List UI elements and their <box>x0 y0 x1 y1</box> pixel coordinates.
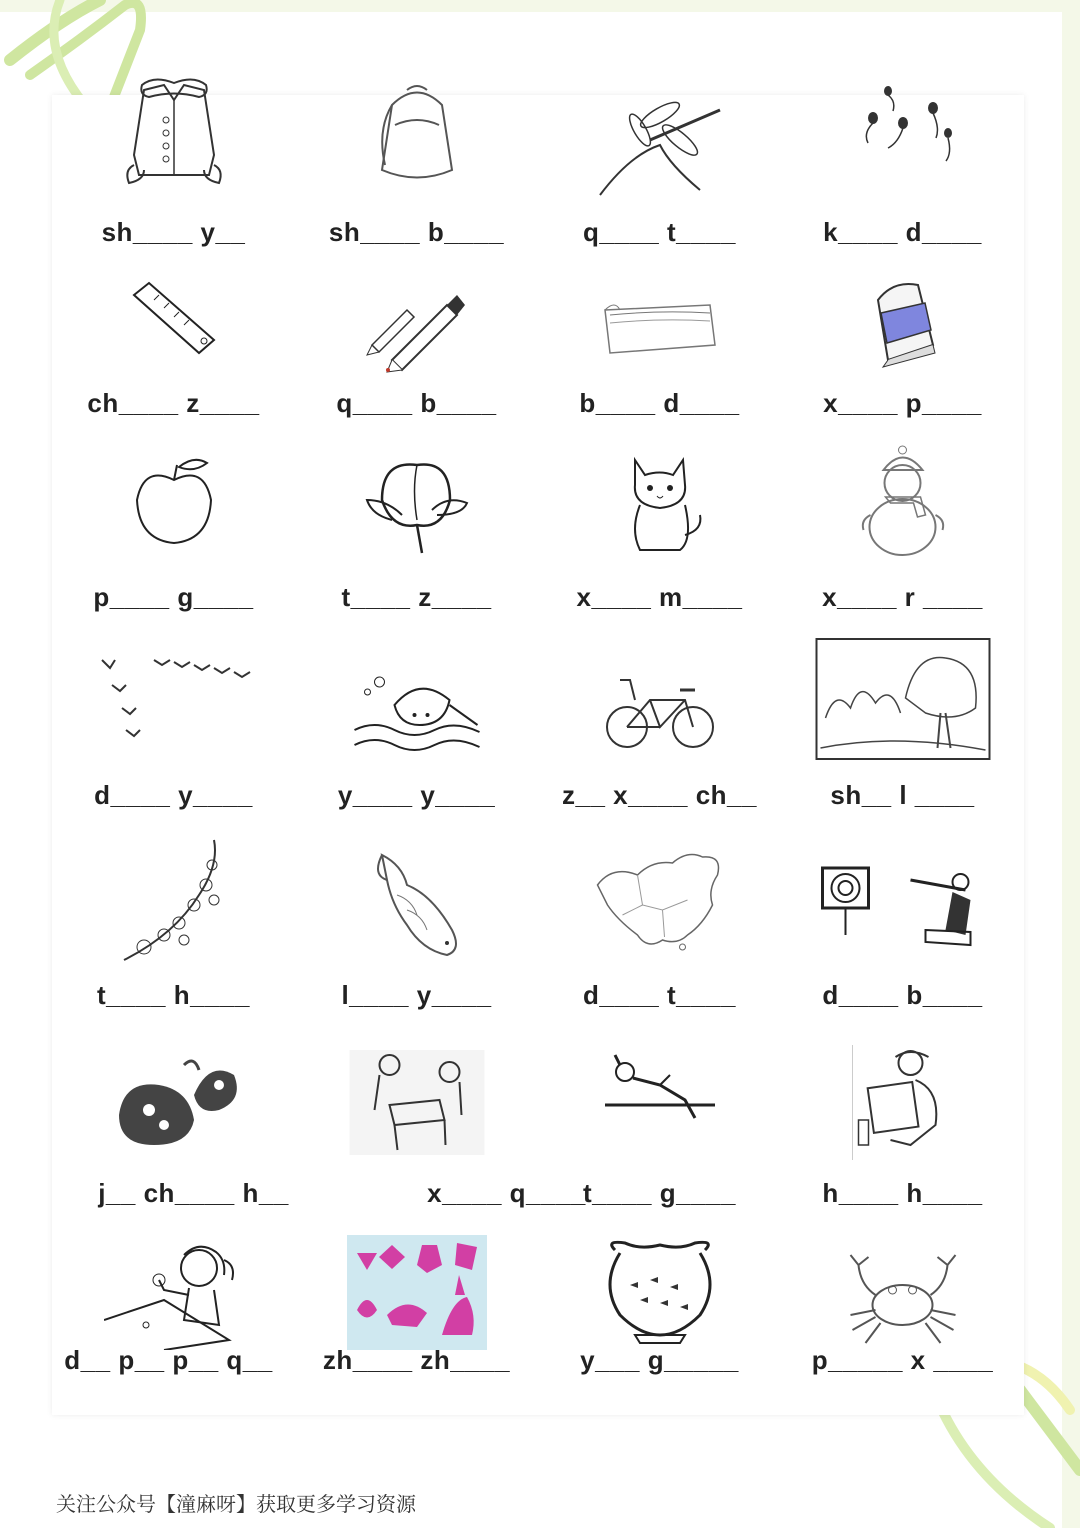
dragonfly-icon <box>590 95 730 205</box>
pinyin-caption: p____ g____ <box>93 582 254 612</box>
crab-icon <box>840 1245 965 1345</box>
pinyin-caption: b____ d____ <box>579 388 740 418</box>
wild-geese-icon <box>94 650 254 750</box>
eraser-icon <box>863 275 943 370</box>
pinyin-caption: l____ y____ <box>341 980 492 1010</box>
playing-chess-icon <box>349 1050 484 1155</box>
target-shooting-icon <box>820 860 985 955</box>
forest-icon <box>815 638 990 760</box>
girl-at-table-icon <box>104 1240 244 1350</box>
peach-blossom-icon <box>114 835 234 965</box>
pinyin-worksheet-grid <box>52 95 1024 1415</box>
pinyin-caption: d____ t____ <box>583 980 736 1010</box>
pinyin-caption: sh____ y__ <box>101 217 246 247</box>
snowman-icon <box>855 445 950 560</box>
pinyin-caption: t____ z____ <box>341 582 492 612</box>
ruler-icon <box>124 275 224 365</box>
pencils-icon <box>362 290 472 375</box>
pinyin-caption: sh__ l ____ <box>830 780 975 810</box>
pencil-case-icon <box>600 295 720 365</box>
pinyin-caption: x____ p____ <box>823 388 982 418</box>
pinyin-caption: q____ t____ <box>583 217 736 247</box>
pinyin-caption: t____ g____ <box>583 1178 736 1208</box>
pinyin-caption: x____ m____ <box>576 582 743 612</box>
pinyin-caption: zh____ zh____ <box>322 1345 511 1375</box>
pinyin-caption: d____ b____ <box>822 980 983 1010</box>
painting-icon <box>850 1045 955 1160</box>
pinyin-caption: d____ y____ <box>94 780 253 810</box>
bicycle-icon <box>605 675 715 750</box>
china-map-icon <box>592 845 727 955</box>
tadpoles-icon <box>848 83 958 183</box>
fishbowl-icon <box>600 1235 720 1345</box>
pinyin-caption: k____ d____ <box>823 217 982 247</box>
footer-promo-text: 关注公众号【潼麻呀】获取更多学习资源 <box>56 1492 416 1516</box>
pinyin-caption: h____ h____ <box>822 1178 983 1208</box>
pinyin-caption: j__ ch____ h__ <box>98 1178 289 1208</box>
backpack-icon <box>367 80 467 190</box>
pinyin-caption: y____ y____ <box>337 780 496 810</box>
swimming-icon <box>349 670 484 760</box>
kitten-icon <box>615 450 705 560</box>
pinyin-caption: sh____ b____ <box>328 217 505 247</box>
papercut-icon <box>104 1055 244 1150</box>
pinyin-caption: x____ q____ <box>427 1178 586 1208</box>
peach-icon <box>362 445 472 560</box>
pinyin-caption: z__ x____ ch__ <box>562 780 757 810</box>
coat-icon <box>114 75 234 195</box>
pinyin-caption: t____ h____ <box>97 980 250 1010</box>
pinyin-caption: p_____ x ____ <box>811 1345 994 1375</box>
pinyin-caption: x____ r ____ <box>822 582 983 612</box>
high-jump-icon <box>600 1050 720 1135</box>
pinyin-caption: y___ g_____ <box>580 1345 739 1375</box>
pinyin-caption: q____ b____ <box>336 388 497 418</box>
origami-icon <box>347 1235 487 1350</box>
carp-icon <box>362 845 472 965</box>
apple-icon <box>129 455 219 550</box>
pinyin-caption: ch____ z____ <box>87 388 260 418</box>
pinyin-caption: d__ p__ p__ q__ <box>64 1345 273 1375</box>
